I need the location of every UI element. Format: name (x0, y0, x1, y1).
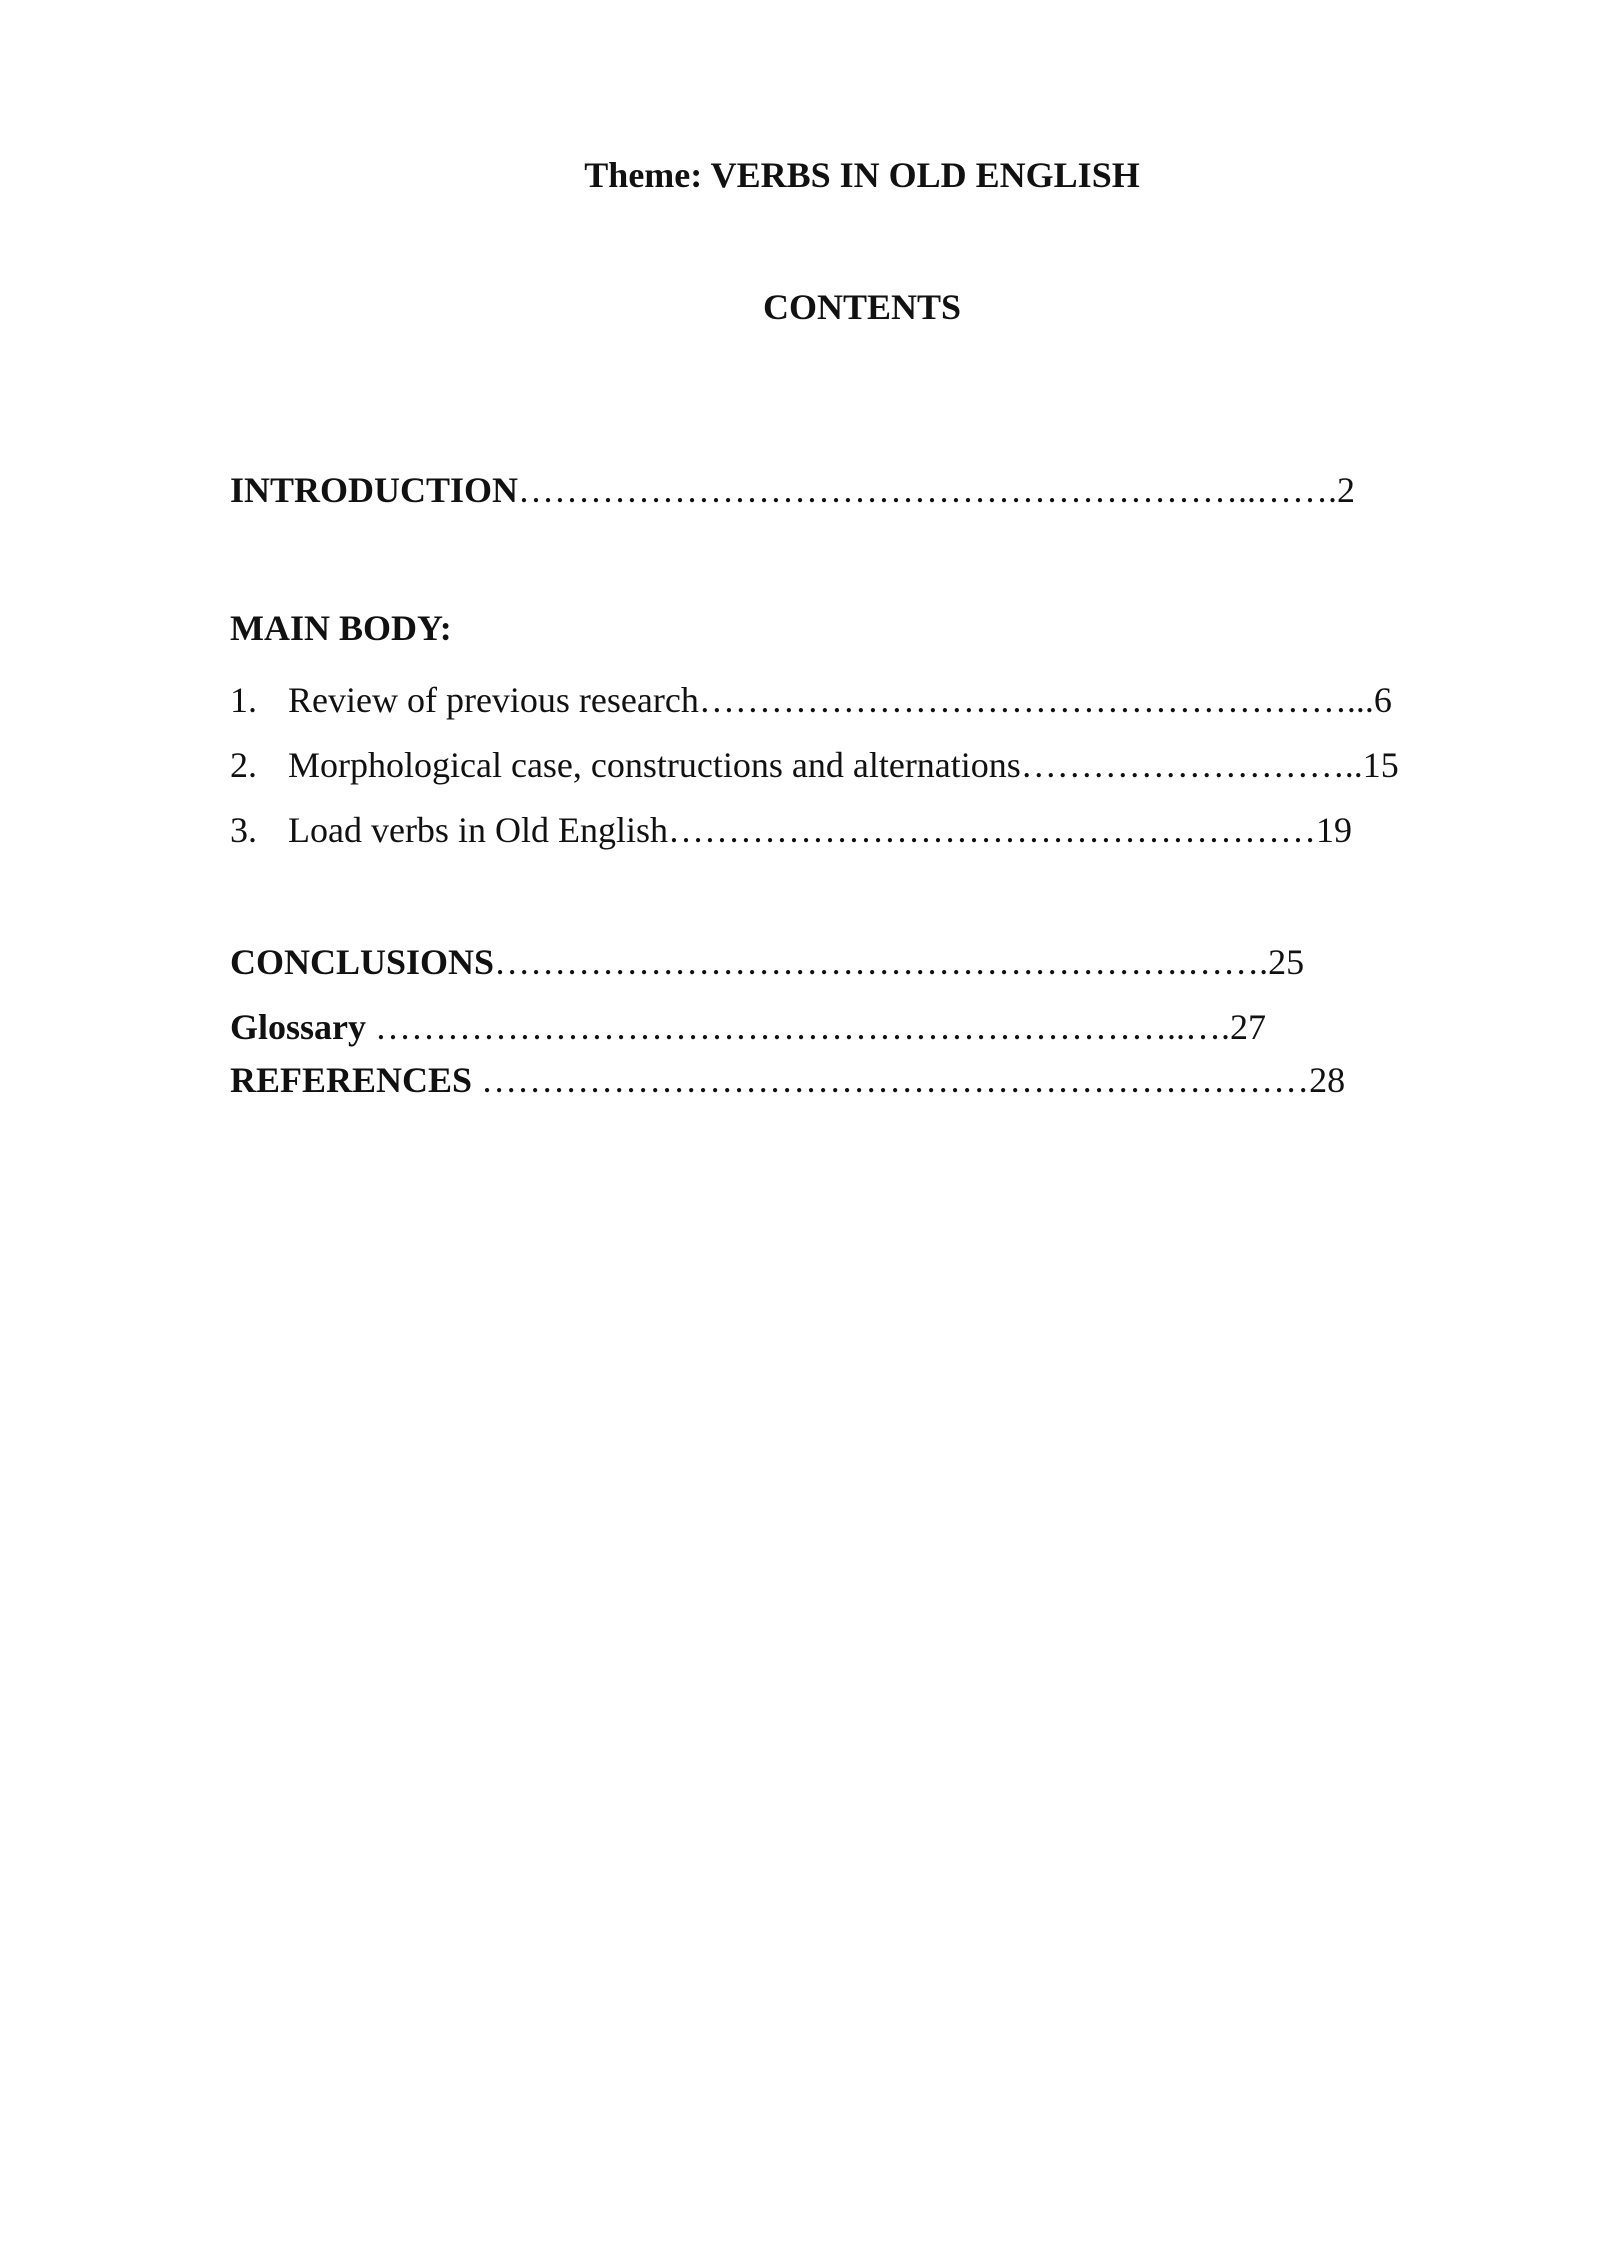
toc-entry-label: INTRODUCTION (230, 470, 519, 510)
toc-leader-dots: ……………………….. (1020, 745, 1363, 785)
toc-item-number: 3. (230, 810, 257, 850)
toc-leader-dots: ……………………………………………… (667, 810, 1316, 850)
toc-item-number: 2. (230, 745, 257, 785)
toc-page-number: .27 (1221, 1007, 1267, 1047)
toc-entry-references (230, 1058, 1345, 1102)
toc-entry-label: CONCLUSIONS (230, 942, 495, 982)
toc-leader-dots: ………………………………………………….……. (494, 942, 1269, 982)
toc-leader-dots: …………………………………………………………… (472, 1060, 1310, 1100)
toc-entry-label: Review of previous research (288, 680, 699, 720)
toc-entry-conclusions (230, 940, 1304, 984)
toc-page-number: 19 (1315, 810, 1352, 850)
toc-entry-label: Load verbs in Old English (288, 810, 668, 850)
toc-page-number: 6 (1373, 680, 1392, 720)
toc-entry-item (230, 678, 1392, 722)
toc-leader-dots: …………………………………………………………..… (366, 1007, 1222, 1047)
toc-entry-glossary (230, 1005, 1266, 1049)
toc-leader-dots: ………………………………………………... (698, 680, 1374, 720)
contents-heading: CONTENTS (762, 287, 962, 327)
main-body-heading: MAIN BODY: (230, 608, 452, 648)
toc-page-number: 25 (1268, 942, 1305, 982)
toc-entry-item (230, 808, 1352, 852)
toc-entry-introduction (230, 468, 1355, 512)
toc-leader-dots: ……………………………………………………..……. (518, 470, 1338, 510)
toc-page-number: 15 (1362, 745, 1399, 785)
toc-entry-label: REFERENCES (230, 1060, 473, 1100)
toc-entry-label: Morphological case, constructions and alternations (288, 745, 1021, 785)
theme-heading: Theme: VERBS IN OLD ENGLISH (584, 155, 1140, 195)
toc-item-number: 1. (230, 680, 257, 720)
toc-page-number: 2 (1337, 470, 1356, 510)
toc-page-number: 28 (1309, 1060, 1346, 1100)
toc-entry-item (230, 743, 1399, 787)
toc-entry-label: Glossary (230, 1007, 367, 1047)
